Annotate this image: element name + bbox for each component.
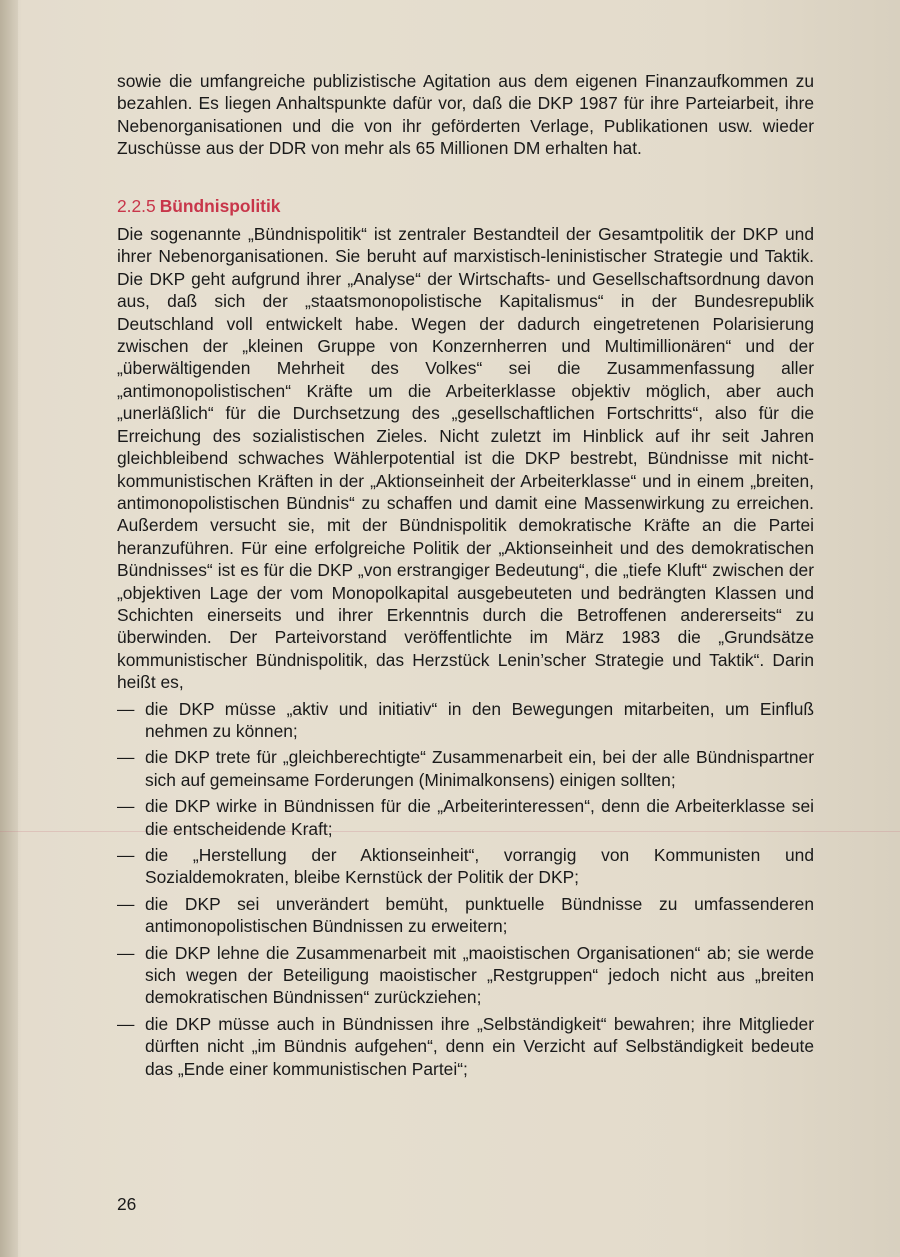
- dash-marker: —: [117, 796, 135, 817]
- binding-edge: [0, 0, 18, 1257]
- dash-marker: —: [117, 942, 135, 963]
- dash-marker: —: [117, 698, 135, 719]
- dash-marker: —: [117, 845, 135, 865]
- list-item-text: die „Herstellung der Aktionseinheit“, vorrangig von Kommunisten und Sozialdemokraten, bleibe Kernstück der Politik der DKP;: [145, 845, 814, 888]
- section-number: 2.2.5: [117, 195, 156, 216]
- bullet-list: [117, 698, 814, 1081]
- list-item: [117, 942, 814, 1009]
- section-title: Bündnispolitik: [159, 195, 281, 216]
- intro-paragraph: sowie die umfangreiche publizistische Agitation aus dem eigenen Finanzaufkommen zu bezahlen. Es liegen Anhaltspunkte dafür vor, daß die DKP 1987 für ihre Parteiarbeit, ihre Nebenorganisationen und die von ihr geförderten Verlage, Publikationen usw. wieder Zuschüsse aus der DDR von mehr als 65 Millionen DM erhalten hat.: [117, 71, 814, 159]
- list-item: [117, 746, 814, 791]
- body-paragraph: Die sogenannte „Bündnispolitik“ ist zentraler Bestandteil der Gesamtpolitik der DKP und ihrer Nebenorganisationen. Sie beruht auf marxistisch-leninistischer Strategie und Taktik. Die DKP geht aufgrund ihrer „Analyse“ der Wirtschafts- und Gesellschaftsordnung davon aus, daß sich der „staatsmonopolistische Kapitalismus“ in der Bundesrepublik Deutschland voll entwickelt habe. Wegen der dadurch eingetretenen Polarisierung zwischen der „kleinen Gruppe von Konzernherren und Multimillionären“ und der „überwältigenden Mehrheit des Volkes“ sei die Zusammenfassung aller „antimonopolistischen“ Kräfte um die Arbeiterklasse objektiv möglich, aber auch „unerläßlich“ für die Durchsetzung des „gesellschaftlichen Fortschritts“, also für die Erreichung des sozialistischen Zieles. Nicht zuletzt im Hinblick auf ihr seit Jahren gleichbleibend schwaches Wählerpotential ist die DKP bestrebt, Bündnisse mit nicht-kommunistischen Kräften in der „Aktionseinheit der Arbeiterklasse“ und in einem „breiten, antimonopolistischen Bündnis“ zu schaffen und damit eine Massenwirkung zu erreichen. Außerdem versucht sie, mit der Bündnispolitik demokratische Kräfte an die Partei heranzuführen. Für eine erfolgreiche Politik der „Aktionseinheit und des demokratischen Bündnisses“ ist es für die DKP „von erstrangiger Bedeutung“, die „tiefe Kluft“ zwischen der „objektiven Lage der vom Monopolkapital ausgebeuteten und bedrängten Klassen und Schichten einerseits und ihrer Erkenntnis durch die Betroffenen andererseits“ zu überwinden. Der Parteivorstand veröffentlichte im März 1983 die „Grundsätze kommunistischer Bündnispolitik, das Herzstück Lenin’scher Strategie und Taktik“. Darin heißt es,: [117, 224, 814, 693]
- list-item-text: die DKP lehne die Zusammenarbeit mit „maoistischen Organisationen“ ab; sie werde sich wegen der Beteiligung maoistischer „Restgruppen“ jedoch nicht aus „breiten demokratischen Bündnissen“ zurückziehen;: [145, 942, 814, 1008]
- section-heading: [117, 195, 814, 217]
- list-item-text: die DKP sei unverändert bemüht, punktuelle Bündnisse zu umfassenderen antimonopolistischen Bündnissen zu erweitern;: [145, 893, 814, 937]
- list-item: [117, 795, 814, 840]
- list-item-text: die DKP trete für „gleichberechtigte“ Zusammenarbeit ein, bei der alle Bündnispartner sich auf gemeinsame Forderungen (Minimalkonsens) einigen sollten;: [145, 747, 814, 790]
- list-item-text: die DKP wirke in Bündnissen für die „Arbeiterinteressen“, denn die Arbeiterklasse sei die entscheidende Kraft;: [145, 796, 814, 839]
- dash-marker: —: [117, 893, 135, 914]
- list-item-text: die DKP müsse auch in Bündnissen ihre „Selbständigkeit“ bewahren; ihre Mitglieder dürften nicht „im Bündnis aufgehen“, denn ein Verzicht auf Selbständigkeit bedeute das „Ende einer kommunistischen Partei“;: [145, 1013, 814, 1079]
- dash-marker: —: [117, 747, 135, 768]
- list-item: [117, 893, 814, 938]
- list-item-text: die DKP müsse „aktiv und initiativ“ in den Bewegungen mitarbeiten, um Einfluß nehmen zu können;: [145, 698, 814, 741]
- list-item: [117, 698, 814, 743]
- list-item: [117, 1013, 814, 1080]
- dash-marker: —: [117, 1013, 135, 1034]
- list-item: [117, 844, 814, 889]
- page-content: [117, 70, 814, 1084]
- page-number: 26: [117, 1194, 137, 1214]
